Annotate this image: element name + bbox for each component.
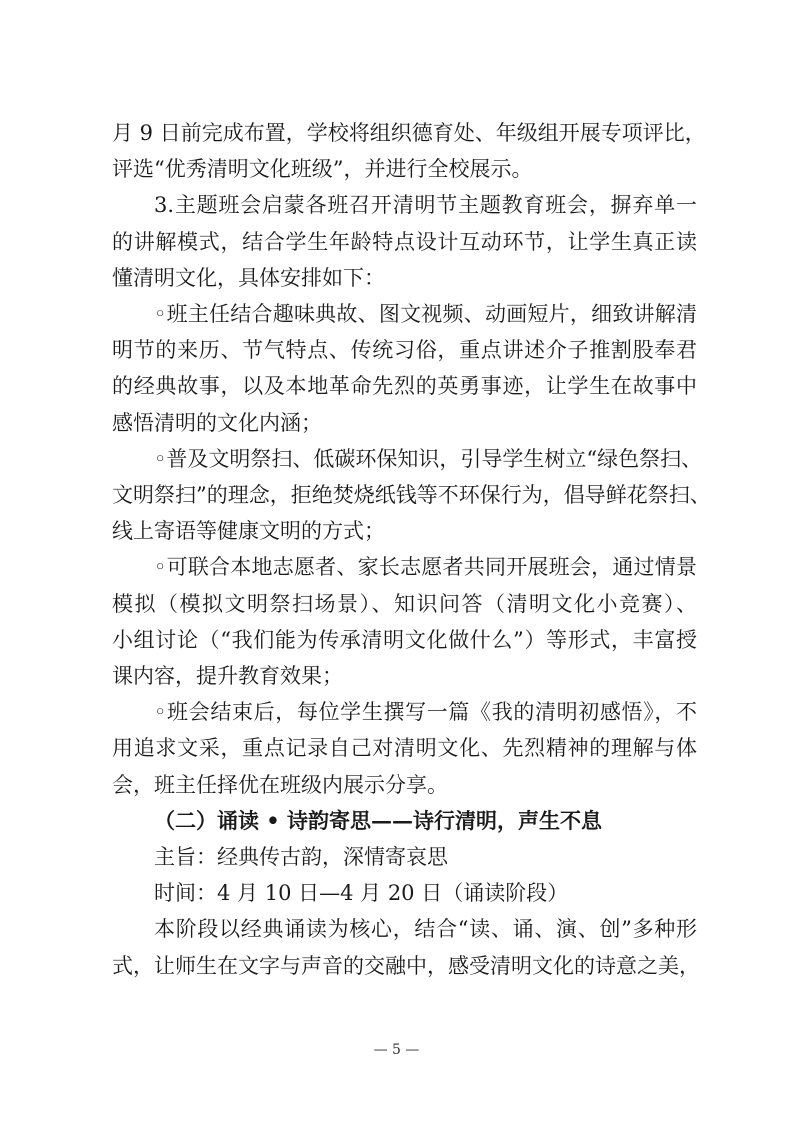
text-line: ◦可联合本地志愿者、家长志愿者共同开展班会，通过情景 — [154, 555, 697, 580]
text-line: ◦班主任结合趣味典故、图文视频、动画短片，细致讲解清 — [154, 302, 697, 326]
text-line: 本阶段以经典诵读为核心，结合“读、诵、演、创”多种形 — [154, 917, 697, 942]
text-line: 式，让师生在文字与声音的交融中，感受清明文化的诗意之美， — [112, 953, 700, 978]
text-line: 的讲解模式，结合学生年龄特点设计互动环节，让学生真正读 — [112, 229, 697, 254]
text-line: ◦普及文明祭扫、低碳环保知识，引导学生树立“绿色祭扫、 — [154, 446, 703, 471]
section-heading: （二）诵读 • 诗韵寄思——诗行清明，声生不息 — [154, 807, 603, 833]
text-line: 明节的来历、节气特点、传统习俗，重点讲述介子推割股奉君 — [112, 338, 697, 363]
text-line: 月 9 日前完成布置，学校将组织德育处、年级组开展专项评比， — [112, 121, 706, 145]
text-line: 线上寄语等健康文明的方式； — [112, 519, 385, 544]
text-line: 主旨：经典传古韵，深情寄哀思 — [154, 845, 448, 869]
text-line: 懂清明文化，具体安排如下： — [112, 265, 385, 290]
text-line: 3.主题班会启蒙各班召开清明节主题教育班会，摒弃单一 — [154, 193, 697, 218]
text-line: 感悟清明的文化内涵； — [112, 410, 322, 435]
text-line: 用追求文采，重点记录自己对清明文化、先烈精神的理解与体 — [112, 736, 697, 761]
text-line: 的经典故事，以及本地革命先烈的英勇事迹，让学生在故事中 — [112, 374, 697, 399]
text-line: 课内容，提升教育效果； — [112, 664, 343, 688]
text-line: ◦班会结束后，每位学生撰写一篇《我的清明初感悟》，不 — [154, 700, 697, 725]
page-number: — 5 — — [373, 1042, 420, 1058]
text-line: 评选“优秀清明文化班级”，并进行全校展示。 — [112, 157, 533, 182]
text-line: 模拟（模拟文明祭扫场景）、知识问答（清明文化小竞赛）、 — [112, 591, 697, 616]
text-line: 小组讨论（“我们能为传承清明文化做什么”）等形式，丰富授 — [112, 627, 697, 652]
text-line: 会，班主任择优在班级内展示分享。 — [112, 772, 448, 797]
text-line: 时间：4 月 10 日—4 月 20 日（诵读阶段） — [154, 881, 569, 906]
text-line: 文明祭扫”的理念，拒绝焚烧纸钱等不环保行为，倡导鲜花祭扫、 — [112, 483, 711, 507]
